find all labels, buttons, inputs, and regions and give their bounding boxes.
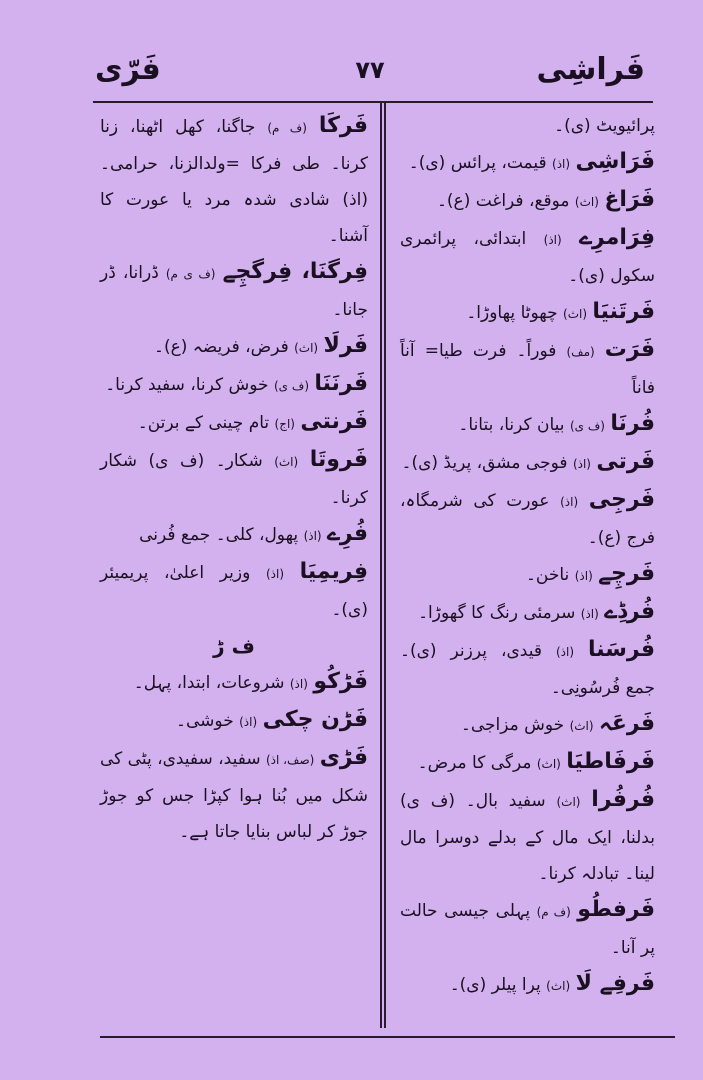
entry-definition: ناخن۔	[525, 565, 570, 585]
entry-headword: فَرتی	[596, 449, 655, 474]
entry-grammar-tag: (اث)	[556, 795, 581, 809]
entry-headword: فَروتَا	[309, 447, 368, 472]
entry-headword: فَرَت	[604, 337, 655, 362]
section-subheading: ف ڑ	[213, 634, 255, 658]
entry-headword: فُرسَنا	[588, 637, 656, 662]
column-divider	[380, 103, 386, 1028]
entry-headword: فُرڈِے	[604, 599, 655, 624]
dictionary-entry	[100, 664, 368, 702]
entry-definition: قیمت، پرائس (ی)۔	[408, 153, 547, 173]
dictionary-entry	[400, 556, 655, 594]
left-column	[100, 108, 368, 850]
entry-headword: فُرِے	[327, 521, 368, 546]
dictionary-entry	[400, 744, 655, 782]
entry-headword: فِرگنَا، فِرگچِے	[222, 259, 369, 284]
entry-definition: مرگی کا مرض۔	[417, 753, 532, 773]
entry-headword: فُرفُرا	[591, 787, 656, 812]
entry-headword: فَرلَا	[323, 333, 368, 358]
entry-grammar-tag: (اث)	[574, 195, 599, 209]
entry-definition: پرائیویٹ (ی)۔	[554, 116, 655, 136]
dictionary-entry	[100, 554, 368, 628]
dictionary-entry	[400, 182, 655, 220]
dictionary-entry	[400, 594, 655, 632]
entry-headword: فَرنتی	[300, 409, 368, 434]
entry-grammar-tag: (اذ)	[552, 157, 571, 171]
entry-definition: قیدی، پرزنر (ی)۔ جمع فُرسُونِی۔	[400, 641, 655, 698]
dictionary-entry	[400, 966, 655, 1004]
entry-grammar-tag: (اج)	[274, 417, 295, 431]
footer-rule	[100, 1036, 675, 1038]
entry-grammar-tag: (ف م)	[267, 121, 307, 135]
entry-definition: ابتدائی، پرائمری سکول (ی)۔	[400, 229, 655, 286]
entry-definition: فوجی مشق، پریڈ (ی)۔	[401, 453, 568, 473]
dictionary-entry	[100, 516, 368, 554]
entry-grammar-tag: (اذ)	[289, 677, 308, 691]
dictionary-entry	[400, 406, 655, 444]
entry-grammar-tag: (اث)	[274, 455, 299, 469]
entry-grammar-tag: (اث)	[569, 719, 594, 733]
entry-definition: تام چینی کے برتن۔	[137, 413, 270, 433]
entry-grammar-tag: (ف ی)	[569, 419, 605, 433]
entry-definition: فوراً۔ فرت طیا= آناً فاناً	[400, 341, 655, 398]
header-first-headword: فَراشِی	[536, 52, 645, 87]
entry-grammar-tag: (ف م)	[536, 905, 571, 919]
entry-headword: فَرتَنیَا	[592, 299, 655, 324]
entry-headword: فَرفَاطیَا	[566, 749, 655, 774]
dictionary-entry	[400, 220, 655, 294]
entry-grammar-tag: (اذ)	[543, 233, 562, 247]
entry-headword: فِرَامرِے	[579, 225, 655, 250]
dictionary-entry	[400, 332, 655, 406]
entry-grammar-tag: (اث)	[546, 979, 571, 993]
dictionary-entry	[400, 706, 655, 744]
dictionary-entry	[100, 328, 368, 366]
dictionary-entry	[100, 404, 368, 442]
dictionary-entry	[100, 702, 368, 740]
entry-headword: فِریمِیَا	[299, 559, 368, 584]
entry-definition: شروعات، ابتدا، پہل۔	[133, 673, 285, 693]
entry-definition: خوشی۔	[176, 711, 234, 731]
entry-headword: فَرفِے لَا	[575, 971, 655, 996]
entry-grammar-tag: (ف ی)	[273, 379, 309, 393]
entry-headword: فَرنَنَا	[314, 371, 368, 396]
entry-definition: فرض، فریضہ (ع)۔	[154, 337, 289, 357]
entry-headword: فَڑکُو	[313, 669, 368, 694]
dictionary-entry	[100, 740, 368, 850]
entry-grammar-tag: (اذ)	[574, 569, 593, 583]
entry-grammar-tag: (صف، اذ)	[265, 753, 315, 767]
entry-headword: فَرعَہ	[598, 711, 655, 736]
header-last-headword: فَرّی	[95, 52, 161, 87]
entry-definition: شکار۔ (ف ی) شکار کرنا۔	[100, 451, 368, 508]
entry-headword: فَرکَا	[318, 113, 368, 138]
dictionary-entry	[400, 108, 655, 144]
dictionary-entry	[400, 892, 655, 966]
entry-headword: فَرچِے	[598, 561, 655, 586]
entry-definition: سفید، سفیدی، پٹی کی شکل میں بُنا ہوا کپڑا جس کو جوڑ جوڑ کر لباس بنایا جاتا ہے۔	[99, 749, 368, 842]
entry-grammar-tag: (اث)	[563, 307, 588, 321]
page-number: ۷۷	[355, 56, 385, 84]
entry-definition: عورت کی شرمگاہ، فرج (ع)۔	[400, 491, 655, 548]
entry-headword: فَڑی	[319, 745, 368, 770]
entry-definition: خوش مزاجی۔	[460, 715, 565, 735]
entry-definition: موقع، فراغت (ع)۔	[436, 191, 570, 211]
dictionary-entry	[400, 782, 655, 892]
dictionary-entry	[400, 294, 655, 332]
entry-definition: پہلی جیسی حالت پر آنا۔	[400, 901, 655, 958]
dictionary-entry	[400, 444, 655, 482]
entry-headword: فَرفطُو	[577, 897, 656, 922]
dictionary-entry	[400, 482, 655, 556]
entry-definition: ڈرانا، ڈر جانا۔	[100, 263, 368, 320]
entry-grammar-tag: (اذ)	[580, 607, 599, 621]
entry-definition: چھوٹا پھاوڑا۔	[466, 303, 558, 323]
entry-headword: فَرَاشِی	[575, 149, 655, 174]
header-rule	[93, 101, 653, 103]
entry-definition: جاگنا، کھل اٹھنا، زنا کرنا۔ طی فرکا =ولدالزنا، حرامی۔ (اذ) شادی شدہ مرد یا عورت کا آشنا۔	[100, 117, 368, 246]
entry-grammar-tag: (اذ)	[239, 715, 258, 729]
dictionary-entry	[100, 108, 368, 254]
entry-definition: پرا پیلر (ی)۔	[449, 975, 541, 995]
entry-grammar-tag: (اذ)	[303, 529, 322, 543]
dictionary-entry	[100, 254, 368, 328]
entry-definition: سفید بال۔ (ف ی) بدلنا، ایک مال کے بدلے دوسرا مال لینا۔ تبادلہ کرنا۔	[400, 791, 655, 884]
entry-grammar-tag: (اذ)	[555, 645, 575, 659]
entry-grammar-tag: (اذ)	[560, 495, 579, 509]
entry-definition: خوش کرنا، سفید کرنا۔	[105, 375, 269, 395]
entry-grammar-tag: (اث)	[294, 341, 319, 355]
entry-grammar-tag: (اذ)	[265, 567, 284, 581]
entry-grammar-tag: (اث)	[536, 757, 561, 771]
entry-headword: فَرَاغ	[604, 187, 655, 212]
dictionary-entry	[100, 442, 368, 516]
entry-headword: فَڑن چکی	[262, 707, 368, 732]
entry-headword: فُرنَا	[610, 411, 655, 436]
entry-definition: وزیر اعلیٰ، پریمیئر (ی)۔	[100, 563, 368, 620]
running-header	[95, 52, 645, 100]
entry-grammar-tag: (مف)	[566, 345, 595, 359]
entry-definition: پھول، کلی۔ جمع فُرنی	[139, 525, 299, 545]
dictionary-entry	[400, 144, 655, 182]
entry-definition: سرمئی رنگ کا گھوڑا۔	[418, 603, 576, 623]
entry-headword: فَرجِی	[588, 487, 656, 512]
dictionary-entry	[100, 366, 368, 404]
dictionary-entry	[400, 632, 655, 706]
entry-grammar-tag: (ف ی م)	[165, 267, 216, 281]
right-column	[400, 108, 655, 1004]
entry-definition: بیان کرنا، بتانا۔	[458, 415, 565, 435]
entry-grammar-tag: (اذ)	[572, 457, 591, 471]
